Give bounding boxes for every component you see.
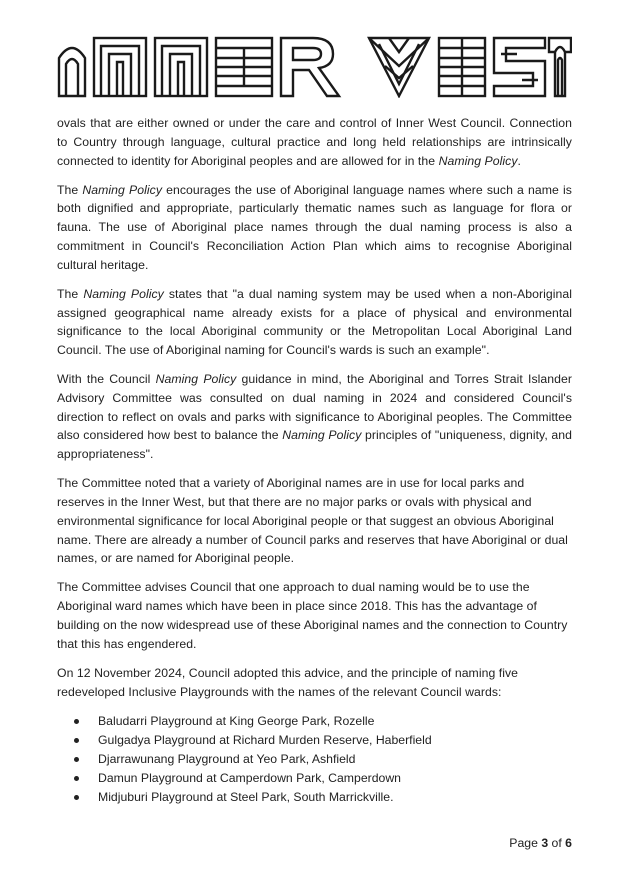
list-item: Damun Playground at Camperdown Park, Camperdown — [57, 769, 572, 788]
logo-letter-e-2 — [439, 38, 485, 96]
paragraph-3: The Naming Policy states that "a dual naming system may be used when a non-Aboriginal assigned geographical name already exists for a place of physical and environmental significance to the local Aboriginal community or the Metropolitan Local Aboriginal Land Council. The use of Aboriginal naming for Council's wards is such an example". — [57, 286, 572, 358]
list-item: Midjuburi Playground at Steel Park, South Marrickville. — [57, 788, 572, 807]
logo-letter-n-2 — [155, 38, 207, 96]
paragraph-4: With the Council Naming Policy guidance in mind, the Aboriginal and Torres Strait Islander Advisory Committee was consulted on dual naming in 2024 and considered Council's direction to reflect on ovals and parks with significance to Aboriginal peoples. The Committee also considered how best to balance the Naming Policy principles of "uniqueness, dignity, and appropriateness". — [57, 372, 572, 462]
list-item: Gulgadya Playground at Richard Murden Reserve, Haberfield — [57, 731, 572, 750]
page-number: Page 3 of 6 — [509, 836, 572, 850]
paragraph-5: The Committee noted that a variety of Aboriginal names are in use for local parks and reserves in the Inner West, but that there are no major parks or ovals with physical and environmental significance for local Aboriginal people or that suggest an obvious Aboriginal name. There are already a number of Council parks and reserves that have Aboriginal or dual names, or are named for Aboriginal people. — [57, 476, 568, 566]
playground-list — [57, 712, 572, 807]
inner-west-logo — [57, 36, 572, 98]
paragraph-7: On 12 November 2024, Council adopted this advice, and the principle of naming five redeveloped Inclusive Playgrounds with the names of the relevant Council wards: — [57, 665, 519, 699]
paragraph-2: The Naming Policy encourages the use of Aboriginal language names where such a name is both dignified and appropriate, particularly thematic names such as language for flora or fauna. The use of Aboriginal place names through the dual naming process is also a commitment in Council's Reconciliation Action Plan which aims to recognise Aboriginal cultural heritage. — [57, 182, 572, 272]
logo-letter-i — [59, 48, 85, 96]
paragraph-6: The Committee advises Council that one approach to dual naming would be to use the Aboriginal ward names which have been in place since 2018. This has the advantage of building on the now widespread use of these Aboriginal names and the connection to Country that this has engendered. — [57, 580, 568, 651]
logo-letter-w — [369, 38, 429, 96]
paragraph-1: ovals that are either owned or under the care and control of Inner West Council. Connection to Country through language, cultural practice and long held relationships are intrinsically connected to identity for Aboriginal peoples and are allowed for in the Naming Policy. — [57, 116, 572, 168]
page-body — [57, 114, 572, 807]
logo-letter-t — [549, 38, 571, 96]
logo-letter-n — [94, 38, 146, 96]
logo-letter-s — [494, 38, 545, 96]
logo-letter-r — [281, 38, 339, 96]
logo-letter-e — [216, 38, 272, 96]
list-item: Djarrawunang Playground at Yeo Park, Ashfield — [57, 750, 572, 769]
list-item: Baludarri Playground at King George Park, Rozelle — [57, 712, 572, 731]
